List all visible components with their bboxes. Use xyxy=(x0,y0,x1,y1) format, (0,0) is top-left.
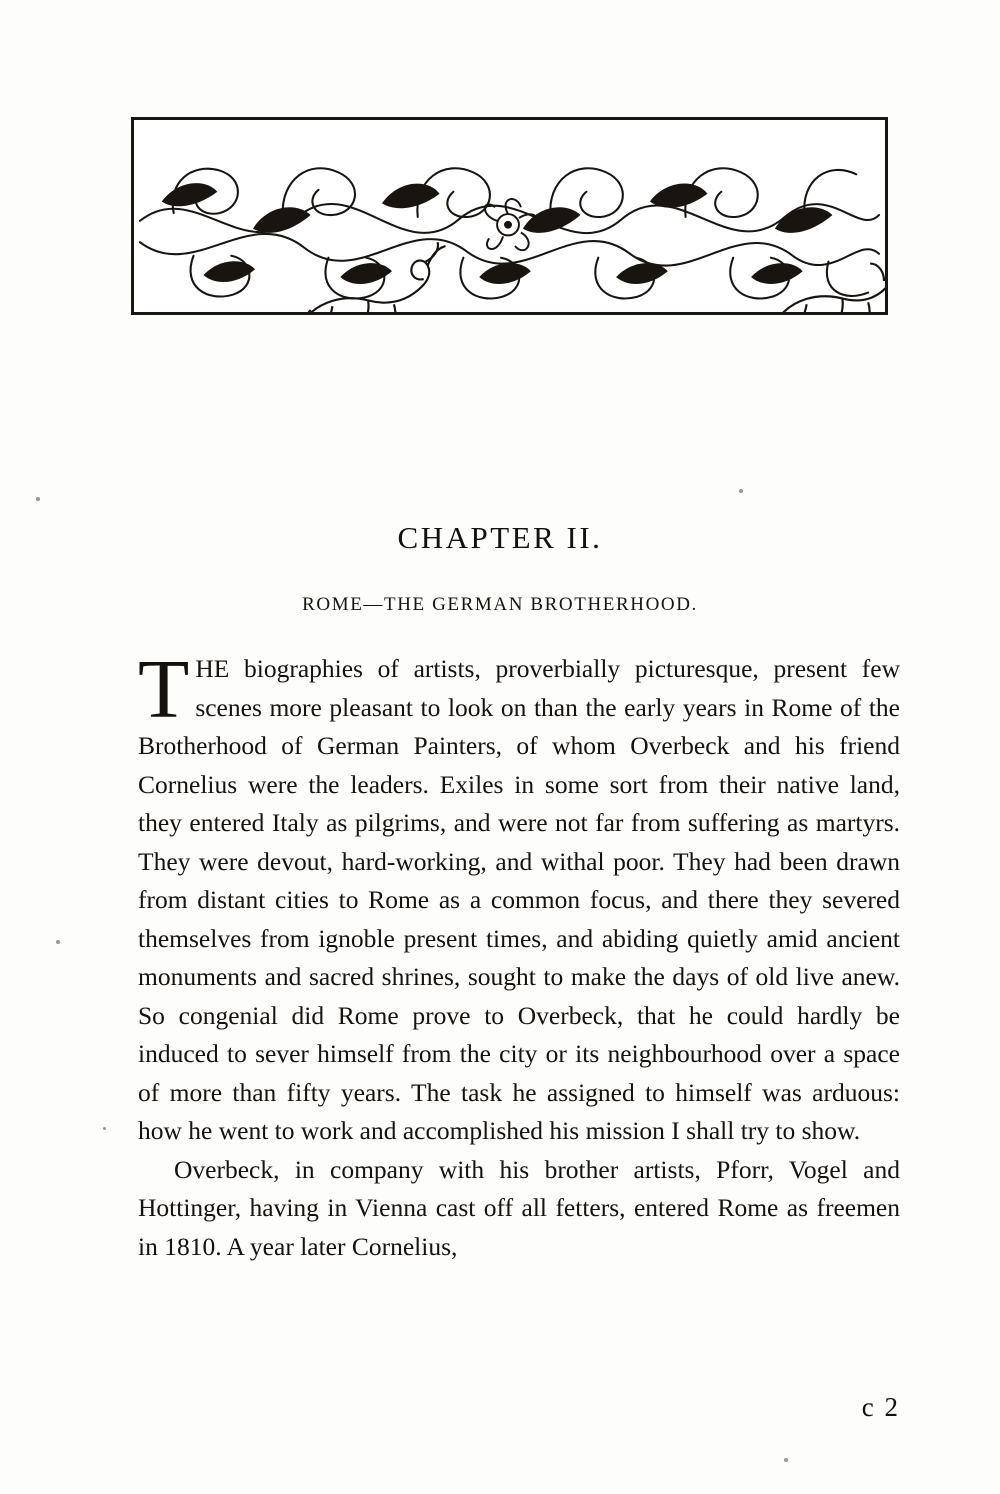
paper-speck xyxy=(36,497,40,501)
foliate-headpiece-ornament xyxy=(131,117,888,315)
body-text xyxy=(138,643,900,1266)
paper-speck xyxy=(103,1127,106,1130)
paper-speck xyxy=(784,1458,788,1462)
signature-mark: c 2 xyxy=(861,1392,900,1422)
paper-speck xyxy=(56,940,60,944)
drop-cap: T xyxy=(138,643,190,736)
second-paragraph: Overbeck, in company with his brother artists, Pforr, Vogel and Hottinger, having in Vienna cast off all fetters, entered Rome as freemen in 1810. A year later Cornelius, xyxy=(138,1154,900,1261)
paper-speck xyxy=(739,489,743,493)
first-paragraph xyxy=(138,643,900,1151)
chapter-subtitle: ROME—THE GERMAN BROTHERHOOD. xyxy=(302,594,698,615)
chapter-title: CHAPTER II. xyxy=(397,520,603,555)
first-paragraph-text: HE biographies of artists, proverbially picturesque, present few scenes more pleasant to look on than the early years in Rome of the Brotherhood of German Painters, of whom Overbeck and his friend Cornelius were the leaders. Exiles in some sort from their native land, they entered Italy as pilgrims, and were not far from suffering as martyrs. They were devout, hard-working, and withal poor. They had been drawn from distant cities to Rome as a common focus, and there they severed themselves from ignoble present times, and abiding quietly amid ancient monuments and sacred shrines, sought to make the days of old live anew. So congenial did Rome prove to Overbeck, that he could hardly be induced to sever himself from the city or its neighbourhood over a space of more than fifty years. The task he assigned to himself was arduous: how he went to work and accomplished his mission I shall try to show. xyxy=(138,654,900,1145)
